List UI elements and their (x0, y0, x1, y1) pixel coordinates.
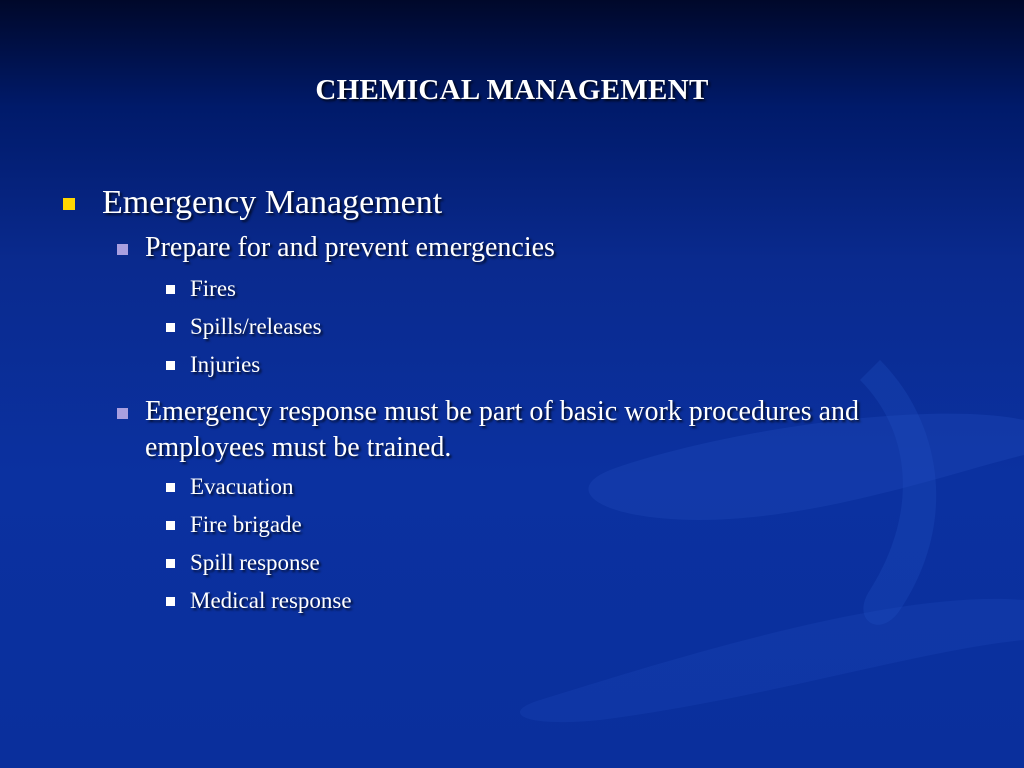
white-square-bullet-icon (166, 521, 175, 530)
white-square-bullet-icon (166, 285, 175, 294)
yellow-square-bullet-icon (63, 198, 75, 210)
bullet-prepare-prevent (62, 230, 982, 266)
white-square-bullet-icon (166, 597, 175, 606)
white-square-bullet-icon (166, 361, 175, 370)
bullet-text: Spill response (190, 550, 320, 575)
bullet-text: Spills/releases (190, 314, 322, 339)
bullet-emergency-management (62, 182, 982, 224)
bullet-text: Prepare for and prevent emergencies (145, 232, 555, 263)
bullet-fires (62, 270, 982, 308)
bullet-spills-releases (62, 308, 982, 346)
white-square-bullet-icon (166, 483, 175, 492)
bullet-text: Injuries (190, 352, 261, 377)
bullet-evacuation (62, 468, 982, 506)
white-square-bullet-icon (166, 559, 175, 568)
bullet-text: Medical response (190, 588, 352, 613)
bullet-text: Fires (190, 276, 236, 301)
lavender-square-bullet-icon (117, 408, 128, 419)
bullet-fire-brigade (62, 506, 982, 544)
bullet-text: Emergency Management (102, 184, 443, 221)
bullet-emergency-response (62, 394, 982, 466)
lavender-square-bullet-icon (117, 244, 128, 255)
bullet-text: Evacuation (190, 474, 294, 499)
bullet-list (62, 182, 982, 620)
bullet-medical-response (62, 582, 982, 620)
white-square-bullet-icon (166, 323, 175, 332)
bullet-injuries (62, 346, 982, 384)
bullet-spill-response (62, 544, 982, 582)
bullet-text: Emergency response must be part of basic work procedures and employees must be trained. (145, 396, 860, 463)
slide-title: CHEMICAL MANAGEMENT (315, 74, 709, 106)
bullet-text: Fire brigade (190, 512, 302, 537)
